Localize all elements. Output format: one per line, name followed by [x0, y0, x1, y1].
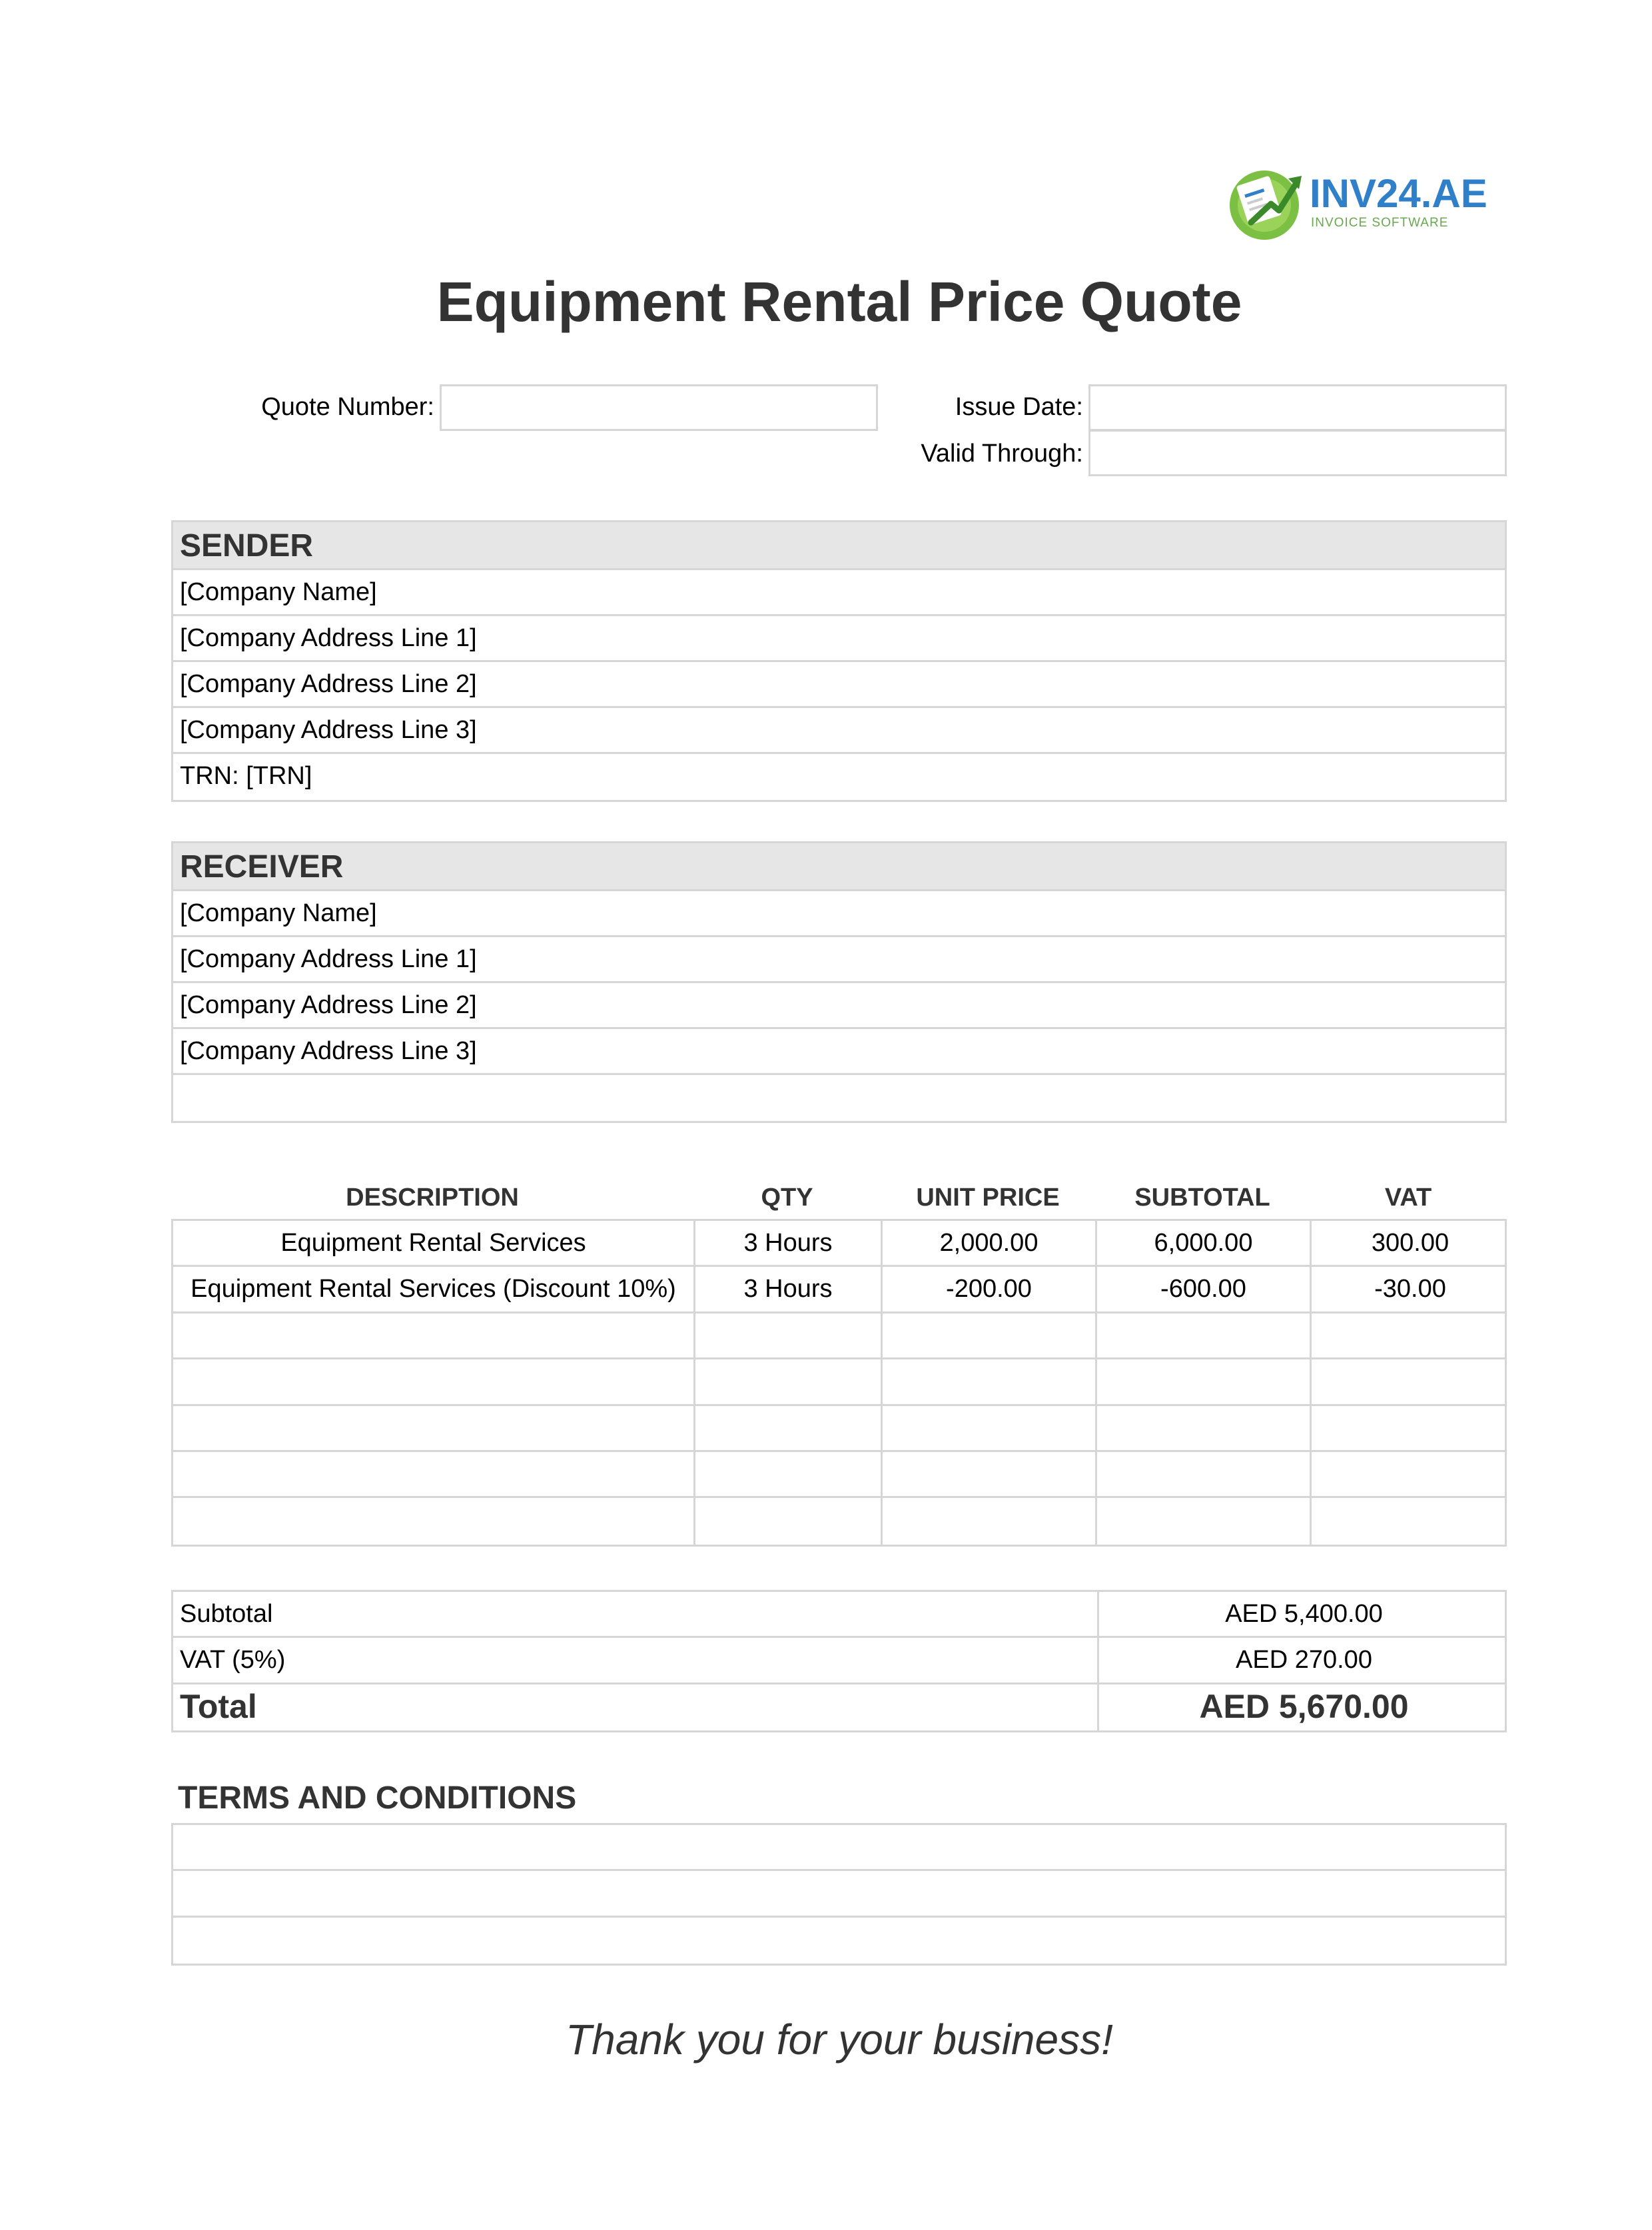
receiver-address-line-3[interactable]: [Company Address Line 3] [173, 1029, 1505, 1075]
cell-unit-price[interactable] [883, 1406, 1097, 1450]
cell-unit-price[interactable] [883, 1313, 1097, 1357]
receiver-address-line-1[interactable]: [Company Address Line 1] [173, 937, 1505, 983]
table-row [173, 1313, 1505, 1359]
cell-qty[interactable] [695, 1313, 883, 1357]
logo-name: INV24.AE [1310, 171, 1487, 216]
cell-subtotal[interactable]: 6,000.00 [1097, 1221, 1312, 1265]
issue-date-field[interactable] [1088, 384, 1507, 431]
receiver-extra-line[interactable] [173, 1075, 1505, 1121]
table-row [173, 1452, 1505, 1498]
thank-you-note: Thank you for your business! [566, 2016, 1113, 2063]
cell-unit-price[interactable] [883, 1452, 1097, 1496]
terms-heading: TERMS AND CONDITIONS [178, 1780, 577, 1816]
quote-number-label: Quote Number: [261, 393, 434, 421]
table-row [173, 1359, 1505, 1405]
cell-qty[interactable] [695, 1452, 883, 1496]
company-logo [1224, 167, 1487, 241]
subtotal-value: AED 5,400.00 [1225, 1600, 1383, 1628]
terms-line[interactable] [173, 1825, 1505, 1871]
table-row [173, 1498, 1505, 1544]
cell-vat[interactable] [1312, 1452, 1509, 1496]
vat-row [173, 1638, 1505, 1684]
cell-unit-price[interactable]: -200.00 [883, 1267, 1097, 1311]
cell-qty[interactable]: 3 Hours [695, 1221, 883, 1265]
sender-section [171, 520, 1507, 802]
vat-label: VAT (5%) [173, 1638, 1099, 1682]
receiver-company-name[interactable]: [Company Name] [173, 891, 1505, 937]
issue-date-label: Issue Date: [955, 393, 1083, 421]
total-value: AED 5,670.00 [1199, 1687, 1409, 1725]
valid-through-label: Valid Through: [921, 440, 1083, 468]
cell-unit-price[interactable]: 2,000.00 [883, 1221, 1097, 1265]
logo-icon [1224, 167, 1307, 241]
header-vat: VAT [1384, 1184, 1432, 1212]
cell-qty[interactable] [695, 1406, 883, 1450]
table-row [173, 1267, 1505, 1313]
cell-description[interactable] [173, 1313, 695, 1357]
page-title: Equipment Rental Price Quote [436, 270, 1242, 333]
cell-subtotal[interactable] [1097, 1452, 1312, 1496]
header-qty: QTY [761, 1184, 813, 1212]
sender-company-name[interactable]: [Company Name] [173, 570, 1505, 616]
vat-value: AED 270.00 [1236, 1646, 1372, 1674]
header-unit-price: UNIT PRICE [916, 1184, 1060, 1212]
cell-description[interactable] [173, 1359, 695, 1403]
cell-qty[interactable] [695, 1498, 883, 1544]
sender-address-line-1[interactable]: [Company Address Line 1] [173, 616, 1505, 662]
cell-subtotal[interactable] [1097, 1313, 1312, 1357]
cell-description[interactable] [173, 1406, 695, 1450]
subtotal-label: Subtotal [173, 1592, 1099, 1636]
cell-description[interactable] [173, 1452, 695, 1496]
receiver-heading: RECEIVER [173, 843, 1505, 891]
logo-tagline: INVOICE SOFTWARE [1311, 216, 1449, 230]
header-description: DESCRIPTION [346, 1184, 519, 1212]
cell-unit-price[interactable] [883, 1498, 1097, 1544]
receiver-section [171, 841, 1507, 1123]
cell-vat[interactable] [1312, 1313, 1509, 1357]
totals-table [171, 1590, 1507, 1732]
cell-vat[interactable]: -30.00 [1374, 1275, 1446, 1303]
receiver-address-line-2[interactable]: [Company Address Line 2] [173, 983, 1505, 1029]
header-subtotal: SUBTOTAL [1134, 1184, 1270, 1212]
subtotal-row [173, 1592, 1505, 1638]
total-label: Total [173, 1684, 1099, 1730]
sender-address-line-3[interactable]: [Company Address Line 3] [173, 708, 1505, 754]
cell-description[interactable]: Equipment Rental Services (Discount 10%) [173, 1267, 695, 1311]
items-header [171, 1175, 1507, 1220]
cell-subtotal[interactable]: -600.00 [1097, 1267, 1312, 1311]
sender-trn[interactable]: TRN: [TRN] [180, 762, 312, 790]
cell-vat[interactable] [1312, 1406, 1509, 1450]
terms-box [171, 1823, 1507, 1966]
cell-qty[interactable]: 3 Hours [695, 1267, 883, 1311]
cell-vat[interactable] [1312, 1498, 1509, 1544]
cell-subtotal[interactable] [1097, 1406, 1312, 1450]
cell-description[interactable] [173, 1498, 695, 1544]
cell-subtotal[interactable] [1097, 1359, 1312, 1403]
cell-unit-price[interactable] [883, 1359, 1097, 1403]
cell-vat[interactable]: 300.00 [1371, 1229, 1449, 1257]
cell-description[interactable]: Equipment Rental Services [173, 1221, 695, 1265]
total-row [173, 1684, 1505, 1730]
terms-line[interactable] [173, 1871, 1505, 1917]
terms-line[interactable] [173, 1918, 1505, 1964]
items-table [171, 1219, 1507, 1547]
table-row [173, 1221, 1505, 1267]
cell-vat[interactable] [1312, 1359, 1509, 1403]
cell-qty[interactable] [695, 1359, 883, 1403]
sender-heading: SENDER [173, 522, 1505, 570]
table-row [173, 1406, 1505, 1452]
sender-address-line-2[interactable]: [Company Address Line 2] [173, 662, 1505, 708]
valid-through-field[interactable] [1088, 430, 1507, 476]
cell-subtotal[interactable] [1097, 1498, 1312, 1544]
